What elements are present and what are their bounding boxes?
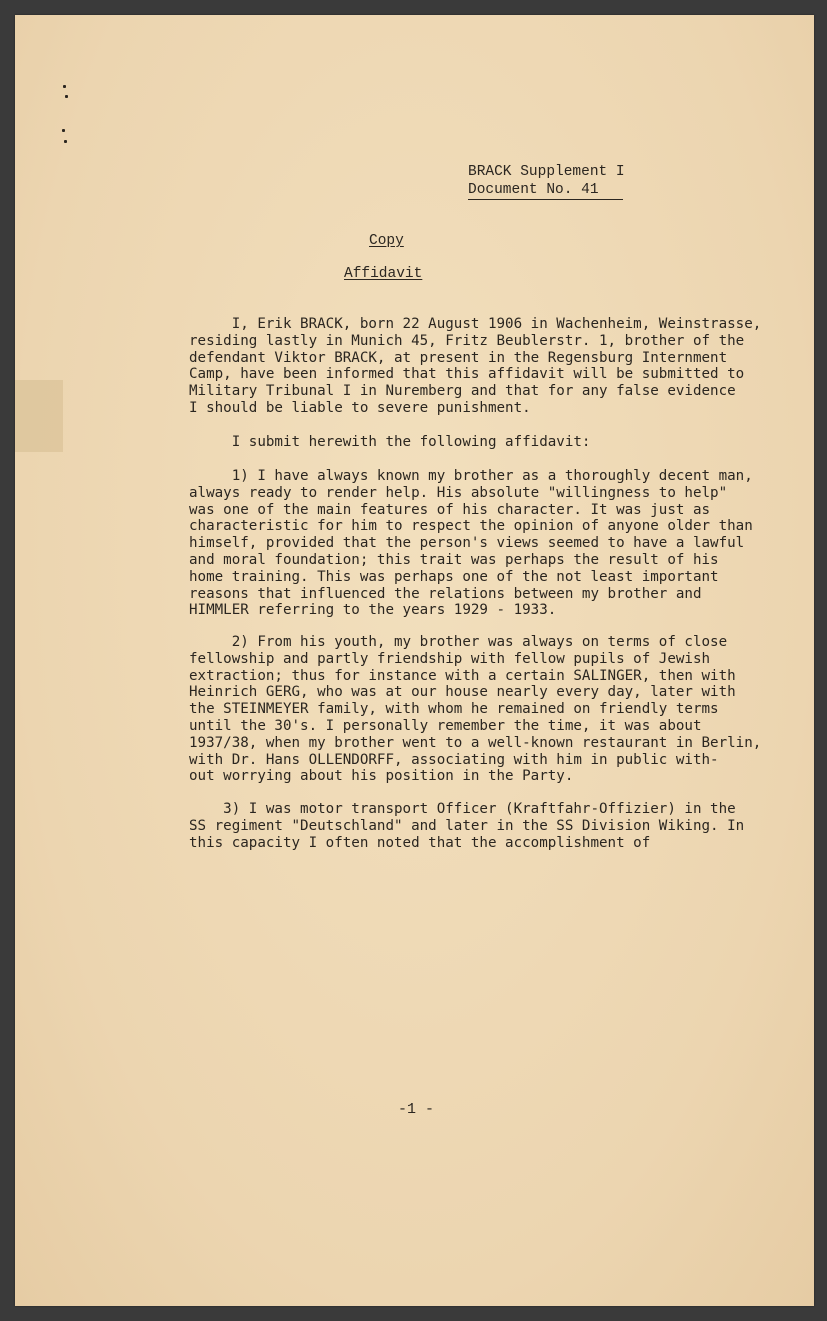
tape-mark xyxy=(15,380,63,452)
paragraph-1: 1) I have always known my brother as a thoroughly decent man, always ready to render help. His absolute "willingness to help" was one of the main features of his character. It was just as characteristic for him to respect the opinion of anyone older than himself, provided that the person's views seemed to have a lawful and moral foundation; this trait was perhaps the result of his home training. This was perhaps one of the not least important reasons that influenced the relations between my brother and HIMMLER referring to the years 1929 - 1933. xyxy=(189,468,753,619)
supplement-label: BRACK Supplement I xyxy=(468,164,625,180)
document-page xyxy=(15,15,814,1306)
submit-paragraph: I submit herewith the following affidavit: xyxy=(189,434,591,450)
copy-label: Copy xyxy=(369,233,404,249)
punch-mark xyxy=(63,85,66,88)
document-header xyxy=(468,163,625,200)
paragraph-3: 3) I was motor transport Officer (Kraftfahr-Offizier) in the SS regiment "Deutschland" and later in the SS Division Wiking. In this capacity I often noted that the accomplishment of xyxy=(189,801,745,851)
page-number: -1 - xyxy=(398,1101,435,1118)
document-title: Affidavit xyxy=(344,266,423,282)
paragraph-2: 2) From his youth, my brother was always on terms of close fellowship and partly friendship with fellow pupils of Jewish extraction; thus for instance with a certain SALINGER, then with Heinrich GERG, who was at our house nearly every day, later with the STEINMEYER family, with whom he remained on friendly terms until the 30's. I personally remember the time, it was about 1937/38, when my brother went to a well-known restaurant in Berlin, with Dr. Hans OLLENDORFF, associating with him in public with- out worrying about his position in the Party. xyxy=(189,634,762,785)
punch-mark xyxy=(65,95,68,98)
punch-mark xyxy=(62,129,65,132)
intro-paragraph: I, Erik BRACK, born 22 August 1906 in Wachenheim, Weinstrasse, residing lastly in Munich 45, Fritz Beublerstr. 1, brother of the defendant Viktor BRACK, at present in the Regensburg Internment Camp, have been informed that this affidavit will be submitted to Military Tribunal I in Nuremberg and that for any false evidence I should be liable to severe punishment. xyxy=(189,316,762,416)
document-number: Document No. 41 xyxy=(468,181,623,200)
punch-mark xyxy=(64,140,67,143)
